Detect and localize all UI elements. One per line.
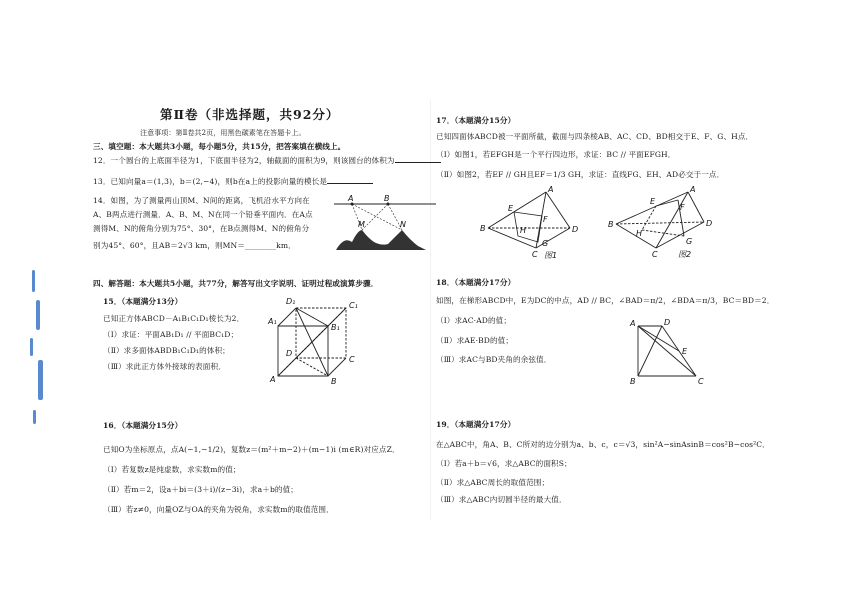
q13-text: 13．已知向量a＝(1,3)，b＝(2,−4)，则b在a上的投影向量的模长是 — [93, 177, 328, 186]
fig2-label-F: F — [680, 203, 685, 212]
fig2-label-A: A — [690, 185, 696, 194]
q19-line: （Ⅲ）求△ABC内切圆半径的最大值． — [436, 495, 567, 504]
fig1-label-G: G — [542, 239, 549, 248]
q18-heading: 18．（本题满分17分） — [436, 278, 516, 287]
q18-line: （Ⅲ）求AC与BD夹角的余弦值． — [436, 355, 552, 364]
q14-line: 14．如图，为了测量两山顶M、N间的距离，飞机沿水平方向在 — [93, 196, 310, 205]
fig1-caption: 图1 — [544, 251, 558, 260]
q17-heading: 17．（本题满分15分） — [436, 116, 516, 125]
fig1-label-A: A — [548, 185, 554, 194]
q19-line: （Ⅰ）若a＋b＝√6，求△ABC的面积S； — [436, 459, 572, 468]
q14-mountain-figure — [330, 190, 440, 260]
q16-heading: 16．（本题满分15分） — [103, 421, 183, 430]
q17-line: （Ⅱ）如图2，若EF // GH且EF＝1/3 GH，求证：直线FG、EH、AD必交于一点． — [436, 170, 725, 179]
fill-blank-header: 三、填空题：本大题共3小题，每小题5分，共15分，把答案填在横线上。 — [93, 142, 346, 151]
trap-label-A: A — [630, 319, 636, 328]
q15-line: （Ⅱ）求多面体ABDB₁C₁D₁的体积； — [103, 346, 230, 355]
q17-line: （Ⅰ）如图1，若EFGH是一个平行四边形，求证：BC // 平面EFGH． — [436, 150, 676, 159]
q17-line: 已知四面体ABCD被一平面所截，截面与四条棱AB、AC、CD、BD相交于E、F、G、H点． — [436, 132, 754, 141]
answer-blank — [327, 177, 373, 184]
q14-line: 别为45°、60°，且AB＝2√3 km，则MN＝________km． — [93, 241, 296, 250]
section-title: 第Ⅱ卷（非选择题，共92分） — [160, 107, 340, 122]
fig1-label-D: D — [572, 225, 579, 234]
q14-label-A: A — [348, 194, 354, 203]
q14-line: A、B两点进行测量．A、B、M、N在同一个铅垂平面内．在A点 — [93, 210, 313, 219]
cube-label-A: A — [270, 375, 276, 384]
trap-label-B: B — [630, 377, 636, 386]
q19-line: 在△ABC中，角A、B、C所对的边分别为a、b、c，c＝√3，sin²A−sinAsinB＝cos²B−cos²C． — [436, 440, 770, 449]
cube-label-A1: A₁ — [268, 317, 277, 326]
fig1-label-C: C — [532, 250, 538, 259]
q16-line: （Ⅰ）若复数z是纯虚数，求实数m的值； — [103, 465, 241, 474]
fig2-label-B: B — [608, 220, 614, 229]
q18-line: （Ⅰ）求AC·AD的值； — [436, 316, 512, 325]
q15-line: （Ⅰ）求证：平面AB₁D₁ // 平面BC₁D； — [103, 330, 239, 339]
cube-label-B: B — [331, 377, 337, 386]
question-12 — [93, 156, 441, 166]
q18-line: 如图，在梯形ABCD中，E为DC的中点，AD // BC，∠BAD＝π/2，∠BDA＝π/3，BC＝BD＝2． — [436, 296, 775, 305]
q16-line: （Ⅱ）若m＝2，设a＋bi＝(3＋i)/(z−3i)，求a＋b的值； — [103, 485, 298, 494]
q12-text: 12．一个圆台的上底面半径为1，下底面半径为2，轴截面的面积为9，则该圆台的体积为 — [93, 156, 395, 165]
cube-label-D1: D₁ — [286, 297, 296, 306]
q15-line: 已知正方体ABCD－A₁B₁C₁D₁棱长为2． — [103, 314, 245, 323]
fig1-label-H: H — [520, 226, 527, 235]
q18-line: （Ⅱ）求AE·BD的值； — [436, 336, 514, 345]
q15-heading: 15．（本题满分13分） — [103, 297, 183, 306]
fig1-label-B: B — [480, 224, 486, 233]
question-13 — [93, 177, 373, 187]
fig2-label-C: C — [652, 250, 658, 259]
trap-label-E: E — [682, 347, 688, 356]
fig2-label-G: G — [686, 237, 693, 246]
fig2-label-E: E — [650, 197, 656, 206]
cube-label-C1: C₁ — [349, 301, 358, 310]
fig1-label-F: F — [543, 215, 548, 224]
fig1-label-E: E — [508, 204, 514, 213]
q14-label-M: M — [358, 220, 365, 229]
q16-line: 已知O为坐标原点，点A(−1,−1/2)，复数z＝(m²＋m−2)＋(m−1)i (m∈R)对应点Z． — [103, 445, 400, 454]
cube-label-C: C — [349, 355, 355, 364]
q15-line: （Ⅲ）求此正方体外接球的表面积． — [103, 362, 226, 371]
q15-cube-figure — [268, 298, 378, 388]
fig2-caption: 图2 — [678, 250, 692, 259]
q14-label-B: B — [384, 194, 390, 203]
q16-line: （Ⅲ）若z≠0，向量OZ与OA的夹角为锐角，求实数m的取值范围． — [103, 505, 334, 514]
trap-label-C: C — [698, 377, 704, 386]
q14-line: 测得M、N的俯角分别为75°、30°，在B点测得M、N的俯角分 — [93, 224, 310, 233]
fig2-label-D: D — [706, 219, 713, 228]
q19-line: （Ⅱ）求△ABC周长的取值范围； — [436, 478, 550, 487]
notice-text: 注意事项：第Ⅱ卷共2页，用黑色碳素笔在答题卡上。 — [140, 129, 306, 137]
cube-label-D: D — [286, 349, 293, 358]
q17-figure-2 — [608, 186, 718, 258]
answer-blank — [395, 156, 441, 163]
q18-trapezoid-figure — [628, 318, 708, 388]
q19-heading: 19．（本题满分17分） — [436, 420, 516, 429]
fig2-label-H: H — [636, 229, 643, 238]
q17-figure-1 — [480, 186, 580, 258]
scan-artifact — [18, 260, 52, 440]
solve-header: 四、解答题：本大题共5小题，共77分，解答写出文字说明、证明过程或演算步骤． — [93, 279, 379, 288]
cube-label-B1: B₁ — [331, 323, 340, 332]
q14-label-N: N — [400, 220, 406, 229]
trap-label-D: D — [664, 318, 671, 327]
